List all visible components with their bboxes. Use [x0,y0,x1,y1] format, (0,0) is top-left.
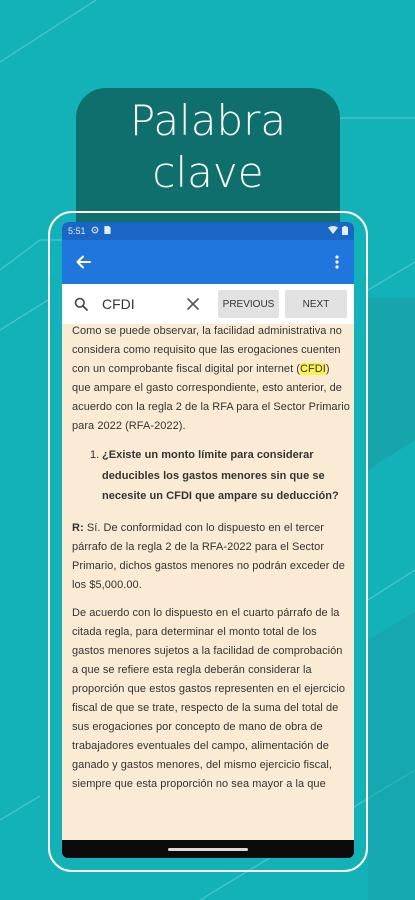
paragraph-intro [72,322,350,436]
promo-title-line1: Palabra [129,96,287,145]
answer-text: Sí. De conformidad con lo dispuesto en el tercer párrafo de la regla 2 de la RFA-2022 para el Sector Primario, dichos gastos menores no podrán exceder de los $5,000.00. [72,521,345,591]
previous-button[interactable]: PREVIOUS [218,290,279,318]
home-indicator[interactable] [168,848,248,851]
answer-paragraph [72,519,350,595]
gesture-navigation-bar [62,840,354,858]
next-button[interactable]: NEXT [285,290,347,318]
promo-title [76,95,340,199]
overflow-menu-button[interactable] [330,251,344,273]
sim-icon [104,226,111,236]
phone-screen [62,222,354,858]
arrow-left-icon [75,254,91,270]
search-icon [74,295,92,313]
question-text: ¿Existe un monto límite para considerar deducibles los gastos menores sin que se necesite un CFDI que ampare su deducción? [102,449,339,502]
paragraph-detail: De acuerdo con lo dispuesto en el cuarto párrafo de la citada regla, para determinar el monto total de los gastos menores sujetos a la facilidad de comprobación a que se refiere esta regla deberán considerar la proporción que estos gastos representen en el ejercicio fiscal de que se trate, respecto de la suma del total de sus erogaciones por concepto de mano de obra de trabajadores eventuales del campo, alimentación de ganado y gastos menores, del mismo ejercicio fiscal, siempre que esta proporción no sea mayor a la que [72,606,346,790]
more-vert-icon [335,255,339,269]
back-button[interactable] [72,251,94,273]
app-bar [62,240,354,284]
close-icon [187,298,199,310]
promo-title-line2: clave [152,148,264,197]
wifi-icon [328,226,338,236]
question-number: 1. [90,449,100,461]
status-bar [62,222,354,240]
clear-search-button[interactable] [182,293,204,315]
status-time: 5:51 [68,226,86,236]
search-highlight: CFDI [300,363,326,375]
document-content [72,322,350,803]
find-in-page-bar [62,284,354,324]
settings-icon [91,226,99,236]
search-input[interactable] [102,292,172,316]
battery-icon [342,226,348,237]
paragraph-intro-end: ) que ampare el gasto correspondiente, esto anterior, de acuerdo con la regla 2 de la RFA para el Sector Primario para 2022 (RFA-2022). [72,363,350,432]
answer-label: R: [72,521,84,534]
paragraph-intro-start: Como se puede observar, la facilidad administrativa no considera como requisito que las erogaciones cuenten con un comprobante fiscal digital por internet ( [72,325,342,375]
question-item [72,445,350,507]
